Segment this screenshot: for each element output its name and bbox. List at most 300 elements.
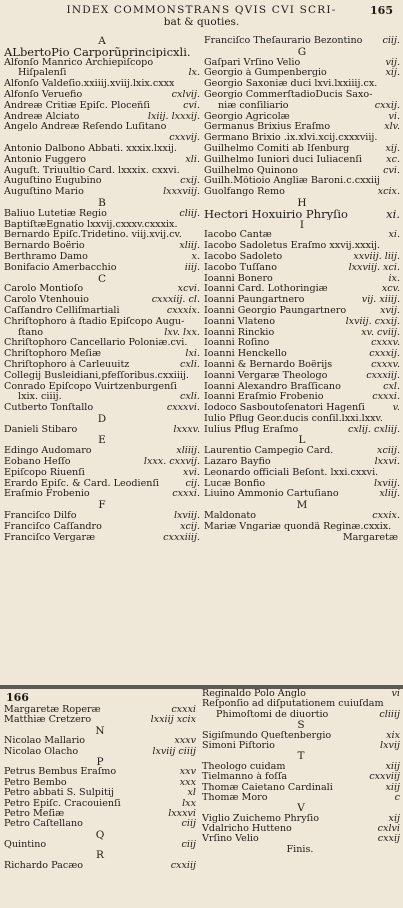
index-entry [204, 274, 400, 285]
index-entry [204, 457, 400, 468]
entry-reference: cxlvi [377, 824, 400, 835]
index-entry [4, 371, 200, 382]
index-entry [204, 263, 400, 274]
entry-reference [198, 122, 200, 133]
entry-name: Eobano Heſſo [4, 457, 71, 468]
entry-reference: cxli. [180, 392, 200, 403]
section-letter: A [98, 36, 106, 47]
entry-reference [198, 79, 200, 90]
section-letter: E [98, 435, 106, 447]
entry-reference: xcvi. [177, 284, 200, 295]
entry-reference: cxxxv. [371, 338, 400, 349]
index-section-letter [4, 198, 200, 209]
entry-reference [198, 371, 200, 382]
entry-name: ſtano [18, 327, 44, 338]
entry-reference: cxxxi. [172, 489, 200, 500]
index-column-left [4, 36, 200, 543]
index-entry [204, 166, 400, 177]
entry-name: Danieli Stibaro [4, 424, 78, 435]
index-entry [204, 241, 400, 252]
entry-name: Petro Caſtellano [4, 819, 83, 830]
index-entry [4, 736, 196, 746]
index-entry [4, 230, 200, 241]
index-entry [204, 133, 400, 144]
index-entry [4, 511, 200, 522]
page-header [0, 4, 403, 32]
page-number: 165 [370, 4, 393, 17]
entry-name: Maldonato [204, 511, 257, 522]
entry-name: Chriſtophoro à ſtadio Epiſcopo Augu- [4, 316, 185, 327]
index-entry [204, 112, 400, 123]
entry-name: Laurentio Campegio Card. [204, 446, 334, 457]
entry-name: Guolfango Remo [204, 187, 285, 198]
entry-name: Petrus Bembus Eraſmo [4, 767, 117, 778]
entry-name: Ioanni Paungartnero [204, 295, 305, 306]
entry-reference: xli. [185, 154, 200, 165]
entry-reference: xij. [385, 68, 400, 79]
entry-reference: lxxvi. [374, 457, 400, 468]
entry-reference: cxli. [180, 359, 200, 370]
entry-reference [198, 317, 200, 328]
entry-reference: cxxxi [171, 705, 196, 715]
index-column-right [204, 36, 400, 543]
entry-name: Nicolao Mallario [4, 736, 86, 747]
entry-name: Guilhelmo Quinono [204, 165, 298, 176]
index-page-166 [0, 689, 403, 908]
entry-name: Iacobo Tuſſano [204, 262, 277, 273]
entry-reference: xliij. [379, 489, 400, 500]
index-entry [204, 392, 400, 403]
entry-name: Ioanni Vlateno [204, 316, 275, 327]
entry-name: Bernardo Boërio [4, 241, 85, 252]
index-entry [204, 360, 400, 371]
entry-name: Andreæ Critiæ Epiſc. Ploceñſi [4, 100, 150, 111]
index-entry [4, 209, 200, 220]
index-entry [4, 155, 200, 166]
entry-reference: vij. [385, 57, 400, 68]
entry-name: Epiſcopo Riuenſi [4, 467, 85, 478]
entry-name: Ioanni Bonero [204, 273, 273, 284]
entry-reference [313, 845, 315, 855]
section-letter: F [98, 500, 106, 512]
entry-name: Georgio Agricolæ [204, 111, 290, 122]
entry-reference: cliiij [379, 709, 400, 720]
section-letter: V [297, 803, 305, 814]
section-letter: L [298, 435, 306, 447]
index-entry [204, 425, 400, 436]
entry-reference: cvi. [183, 100, 200, 111]
entry-name: BaptiſtæEgnatio lxxvij.cxxxv.cxxxix. [4, 219, 178, 230]
index-entry [4, 382, 200, 393]
entry-name: Quintino [4, 840, 47, 851]
index-entry [4, 101, 200, 112]
section-letter: R [96, 850, 104, 861]
entry-reference: cxxij [377, 834, 400, 845]
index-entry [204, 414, 400, 425]
entry-reference: xvi. [183, 467, 200, 478]
entry-reference [398, 414, 400, 425]
entry-reference: lxviij ciiij [152, 746, 196, 757]
index-entry [4, 79, 200, 90]
section-letter: P [96, 756, 104, 768]
entry-reference: xcij. [180, 521, 200, 532]
section-letter: H [297, 197, 307, 209]
section-letter: M [296, 500, 308, 512]
entry-reference: cvi. [383, 165, 400, 176]
index-column-left [4, 705, 196, 871]
entry-reference: xciij. [377, 446, 400, 457]
entry-reference [198, 166, 200, 177]
entry-name: Gaſpari Vrſino Velio [204, 57, 301, 68]
index-entry [204, 522, 400, 533]
entry-reference: lxiij. lxxxij. [147, 111, 200, 122]
entry-reference: vij. xiiij. [361, 295, 400, 306]
entry-reference: cxxxiiij. [163, 532, 200, 543]
index-entry [4, 747, 196, 757]
index-entry [4, 840, 196, 850]
entry-reference: ciij [181, 819, 196, 830]
index-entry [204, 328, 400, 339]
entry-name: Margaretæ [342, 532, 398, 543]
index-entry [4, 861, 196, 871]
entry-reference: c [394, 792, 400, 803]
entry-name: Iacobo Cantæ [204, 230, 272, 241]
entry-name: Hiſpalenſi [18, 68, 67, 79]
entry-reference: vi [391, 689, 400, 699]
entry-reference: xxx [179, 777, 196, 788]
index-entry [4, 295, 200, 306]
index-entry [204, 489, 400, 500]
entry-name: Carolo Montioſo [4, 284, 84, 295]
entry-name: Edingo Audomaro [4, 446, 92, 457]
index-entry [4, 47, 200, 58]
entry-reference [398, 79, 400, 90]
entry-name: Petro Meſiæ [4, 808, 65, 819]
entry-name: Matthiæ Cretzero [4, 715, 92, 726]
index-entry [4, 187, 200, 198]
index-entry [4, 176, 200, 187]
entry-reference: cij. [185, 478, 200, 489]
index-entry [4, 403, 200, 414]
index-entry [204, 101, 400, 112]
entry-name: Viglio Zuichemo Phryſio [202, 813, 320, 824]
index-entry [4, 392, 200, 403]
entry-reference: xi. [388, 230, 400, 241]
entry-name: Thomæ Moro [202, 792, 268, 803]
entry-name: Alfonſo Manrico Archiepiſcopo [4, 57, 154, 68]
index-entry [202, 710, 400, 720]
entry-reference [198, 58, 200, 69]
index-entry [204, 68, 400, 79]
index-entry [204, 36, 400, 47]
index-entry [4, 220, 200, 231]
section-letter: G [297, 46, 307, 58]
index-entry [204, 79, 400, 90]
entry-name: Georgio CommerſtadioDucis Saxo- [204, 89, 373, 100]
entry-reference: lxviij. cxxij. [345, 316, 400, 327]
index-section-letter [4, 435, 200, 446]
entry-reference [398, 241, 400, 252]
index-entry [202, 834, 400, 844]
entry-reference: xiij [385, 761, 400, 772]
entry-name: Carolo Vtenhouio [4, 295, 89, 306]
entry-name: Margaretæ Roperæ [4, 705, 101, 715]
entry-reference: xcix. [377, 187, 400, 198]
entry-reference [198, 47, 200, 58]
entry-reference: xliij. [179, 241, 200, 252]
index-entry [4, 799, 196, 809]
entry-reference: cxij. [180, 176, 200, 187]
index-entry [4, 425, 200, 436]
index-entry [204, 382, 400, 393]
entry-reference: lxxxv. [173, 424, 200, 435]
index-entry [4, 788, 196, 798]
entry-reference: ciij. [382, 36, 400, 46]
entry-name: Petro Epiſc. Cracouienſi [4, 798, 121, 809]
index-entry [204, 511, 400, 522]
entry-name: Auguſtino Mario [4, 187, 84, 198]
entry-name: Nicolao Olacho [4, 746, 79, 757]
index-section-letter [4, 757, 196, 767]
entry-name: Chriſtophoro Meſiæ [4, 349, 102, 360]
index-entry [4, 263, 200, 274]
index-entry [202, 772, 400, 782]
entry-name: Auguſtino Eugubino [4, 176, 102, 187]
index-entry [4, 68, 200, 79]
entry-reference [198, 338, 200, 349]
entry-reference [398, 533, 400, 544]
entry-reference: lxviij. [173, 511, 200, 522]
entry-name: Caſſandro Celliſmartiali [4, 305, 120, 316]
index-entry [202, 814, 400, 824]
entry-reference: lxxiij xcix [150, 715, 196, 726]
index-section-letter [4, 414, 200, 425]
index-entry [204, 252, 400, 263]
entry-name: Antonio Dalbono Abbati. xxxix.lxxij. [4, 143, 177, 154]
index-entry [4, 767, 196, 777]
entry-reference: cliij. [179, 208, 200, 219]
index-entry [4, 705, 196, 715]
entry-name: Andreæ Alciato [4, 111, 80, 122]
section-letter: N [95, 725, 105, 737]
entry-reference: cxxxix. [166, 305, 200, 316]
index-entry [204, 403, 400, 414]
index-entry [4, 122, 200, 133]
index-entry [204, 209, 400, 220]
index-entry [204, 58, 400, 69]
entry-reference: xc. [386, 154, 400, 165]
index-entry [204, 468, 400, 479]
index-entry [202, 699, 400, 709]
entry-reference: lxxxviij. [163, 187, 200, 198]
index-entry [202, 824, 400, 834]
entry-reference: cxlij. cxliij. [347, 424, 400, 435]
entry-name: Reſponſio ad diſputationem cuiuſdam [202, 699, 384, 710]
entry-name: Tielmanno à foſſa [202, 772, 288, 783]
entry-name: lxix. ciiij. [18, 392, 62, 403]
entry-reference: lxi. [185, 349, 200, 360]
entry-reference [198, 220, 200, 231]
index-entry [204, 295, 400, 306]
index-entry [4, 112, 200, 123]
entry-reference: cxxxiij. cl. [151, 295, 200, 306]
entry-name: Franciſco Theſaurario Bezontino [204, 36, 363, 46]
index-entry [204, 317, 400, 328]
entry-reference [198, 144, 200, 155]
entry-reference [398, 522, 400, 533]
entry-name: Germano Brixio .ix.xlvi.xcij.cxxxviij. [204, 133, 378, 144]
index-entry [204, 284, 400, 295]
entry-reference [398, 176, 400, 187]
entry-name: Finis. [286, 844, 314, 855]
entry-name: Iulio Pflug Geor.ducis conſil.lxxi.lxxv. [204, 413, 383, 424]
entry-name: Conrado Epiſcopo Vuirtzenburgenſi [4, 381, 177, 392]
section-letter: B [98, 197, 106, 209]
entry-reference: lxviij. [373, 478, 400, 489]
entry-name: Franciſco Vergaræ [4, 532, 96, 543]
header-title: INDEX COMMONSTRANS QVIS CVI SCRI- [66, 4, 337, 16]
entry-name: Lucæ Bonfio [204, 478, 266, 489]
index-entry [4, 252, 200, 263]
entry-name: Iacobo Sadoleto [204, 251, 283, 262]
index-entry [204, 144, 400, 155]
entry-name: Iodoco Sasboutoſenatori Hagenſi [204, 403, 365, 414]
index-section-letter [4, 726, 196, 736]
index-section-letter [204, 220, 400, 231]
index-section-letter [204, 500, 400, 511]
entry-reference [198, 230, 200, 241]
index-column-right [202, 689, 400, 855]
entry-reference [398, 133, 400, 144]
entry-reference: lx. [188, 68, 200, 79]
section-letter: Q [95, 829, 105, 841]
index-entry [202, 793, 400, 803]
index-section-letter [204, 47, 400, 58]
index-entry [4, 166, 200, 177]
index-section-letter [4, 500, 200, 511]
index-entry [4, 446, 200, 457]
entry-reference: cxxij. [374, 100, 400, 111]
entry-name: Hectori Hoxuirio Phryſio [204, 208, 348, 220]
index-entry [204, 446, 400, 457]
entry-name: Mariæ Vngariæ quondã Reginæ.cxxix. [204, 521, 392, 532]
entry-reference [398, 468, 400, 479]
entry-name: Baliuo Lutetiæ Regio [4, 208, 107, 219]
entry-name: Theologo cuidam [202, 761, 286, 772]
entry-name: Auguſt. Triuultio Card. lxxxix. cxxvi. [4, 165, 180, 176]
entry-reference: xix [386, 730, 400, 741]
entry-reference: xiij [385, 782, 400, 793]
index-section-letter [4, 830, 196, 840]
index-entry [204, 187, 400, 198]
entry-reference: cxxxi. [372, 392, 400, 403]
index-entry [4, 479, 200, 490]
index-section-letter [202, 751, 400, 761]
entry-name: Phimoſtomi de diuortio [216, 709, 329, 720]
index-entry [202, 783, 400, 793]
entry-name: Guilhelmo Iuniori duci Iuliacenſi [204, 154, 363, 165]
entry-reference: cxxix. [372, 511, 400, 522]
entry-name: Ioanni Card. Lothoringiæ [204, 284, 328, 295]
entry-name: Guilhelmo Comiti ab Iſenburg [204, 143, 350, 154]
index-entry [202, 845, 400, 855]
entry-name: Bonifacio Amerbacchio [4, 262, 117, 273]
page-number: 166 [6, 691, 29, 704]
index-section-letter [4, 36, 200, 47]
entry-name: Georgio Saxoniæ duci lxvi.lxxiiij.cx. [204, 79, 378, 90]
entry-name: Bernardo Epiſc.Tridetino. viij.xvij.cv. [4, 230, 182, 241]
entry-name: Erardo Epiſc. & Card. Leodienſi [4, 478, 160, 489]
entry-name: Vrſino Velio [202, 834, 259, 845]
index-entry [4, 819, 196, 829]
entry-reference: cxxxv. [371, 359, 400, 370]
index-entry [202, 762, 400, 772]
entry-name: Chriſtophoro à Carleuuitz [4, 359, 130, 370]
entry-reference: xvij. [380, 305, 400, 316]
entry-name: Iacobo Sadoletus Eraſmo xxvij.xxxij. [204, 241, 381, 252]
entry-reference: ix. [388, 273, 400, 284]
index-entry [204, 533, 400, 544]
entry-name: Franciſco Caſſandro [4, 521, 102, 532]
entry-name: Eraſmio Frobenio [4, 489, 90, 500]
entry-name: Ioanni Rinckio [204, 327, 275, 338]
entry-reference: cxxxvi. [166, 403, 200, 414]
entry-name: niæ conſiliario [218, 100, 289, 111]
index-section-letter [204, 435, 400, 446]
entry-name: Leonardo officiali Beſont. lxxi.cxxvi. [204, 467, 379, 478]
entry-reference: xcv. [381, 284, 400, 295]
index-entry [204, 176, 400, 187]
entry-reference: xxxv [174, 736, 196, 747]
entry-reference: ciij [181, 840, 196, 851]
index-entry [202, 741, 400, 751]
entry-name: Ioanni Vergaræ Theologo [204, 370, 328, 381]
entry-name: Ioanni & Bernardo Boërijs [204, 359, 333, 370]
index-entry [204, 90, 400, 101]
entry-name: Petro abbati S. Sulpitij [4, 788, 114, 799]
entry-name: Collegij Busleidiani,pfeſſoribus.cxxiiij. [4, 370, 189, 381]
entry-name: Thomæ Caietano Cardinali [202, 782, 333, 793]
index-entry [4, 338, 200, 349]
entry-name: Richardo Pacæo [4, 860, 84, 871]
index-entry [4, 317, 200, 328]
section-letter: S [297, 720, 305, 731]
index-entry [4, 489, 200, 500]
entry-reference: lxvij [380, 740, 400, 751]
entry-name: Germanus Brixius Eraſmo [204, 122, 331, 133]
entry-reference [198, 382, 200, 393]
entry-name: Antonio Fuggero [4, 154, 86, 165]
entry-reference [398, 90, 400, 101]
entry-reference: xliiij. [176, 446, 200, 457]
index-entry [4, 809, 196, 819]
entry-name: Georgio à Gumpenbergio [204, 68, 327, 79]
index-entry [4, 133, 200, 144]
index-entry [4, 533, 200, 544]
entry-name: Ioanni Eraſmio Frobenio [204, 392, 324, 403]
entry-reference: iiij. [184, 262, 200, 273]
entry-name: Chriſtophoro Cancellario Poloniæ.cvi. [4, 338, 188, 349]
index-entry [4, 468, 200, 479]
index-entry [4, 715, 196, 725]
index-entry [204, 349, 400, 360]
index-entry [4, 457, 200, 468]
entry-reference: cxl. [383, 381, 400, 392]
index-entry [204, 155, 400, 166]
entry-name: Ioanni Georgio Paungartnero [204, 305, 347, 316]
entry-reference: x. [191, 251, 200, 262]
entry-name: Alfonſo Valdeſio.xxiiij.xviij.lxix.cxxx [4, 79, 175, 90]
